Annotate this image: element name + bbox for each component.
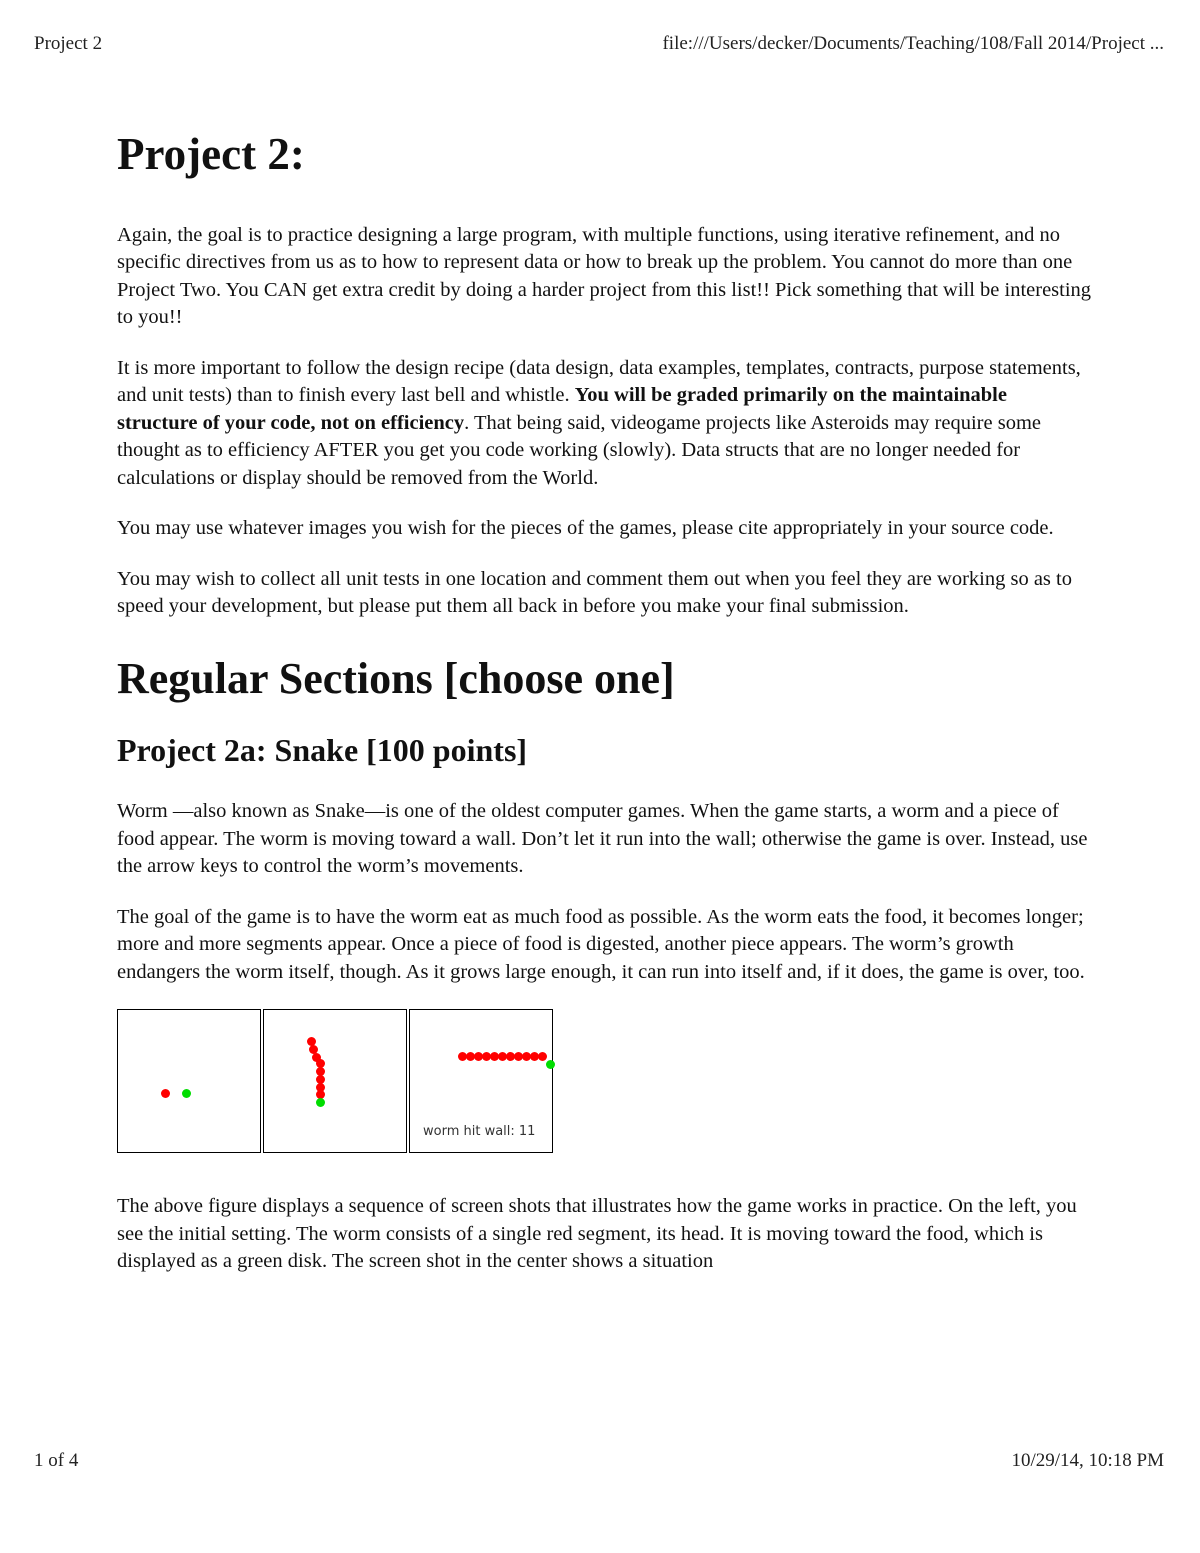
section-title: Regular Sections [choose one]: [117, 653, 675, 703]
snake-figure: [117, 1009, 1092, 1153]
food-disk: [182, 1089, 191, 1098]
food-disk: [316, 1098, 325, 1107]
document-title: Project 2:: [117, 129, 305, 179]
images-paragraph: You may use whatever images you wish for the pieces of the games, please cite appropriately in your source code.: [117, 517, 1054, 539]
food-disk: [546, 1060, 555, 1069]
game-over-message: worm hit wall: 11: [423, 1124, 536, 1140]
file-path: file:///Users/decker/Documents/Teaching/108/Fall 2014/Project ...: [662, 33, 1164, 54]
page-title: Project 2: [34, 33, 103, 54]
unit-tests-paragraph: You may wish to collect all unit tests in one location and comment them out when you feel they are working so as to speed your development, but please put them all back in before you make your final submission.: [117, 567, 1072, 617]
design-recipe-text-a: It is more important to follow the design recipe (data design, data examples, templates, contracts, purpose statements, and unit tests) than to finish every last bell and whistle.: [117, 356, 1081, 406]
document-body: [117, 130, 1092, 1299]
subsection-title: Project 2a: Snake [100 points]: [117, 731, 528, 768]
worm-segment: [538, 1052, 547, 1061]
print-datetime: 10/29/14, 10:18 PM: [1011, 1450, 1164, 1471]
page-footer: [34, 1450, 1164, 1472]
page-number: 1 of 4: [34, 1450, 79, 1471]
screenshot-initial: [117, 1009, 261, 1153]
design-recipe-text-b: . That being said, videogame projects like Asteroids may require some thought as to efficiency AFTER you get you code working (slowly). Data structs that are no longer needed for calculations or display should be removed from the World.: [117, 411, 1042, 489]
worm-intro-paragraph: Worm —also known as Snake—is one of the oldest computer games. When the game starts, a worm and a piece of food appear. The worm is moving toward a wall. Don’t let it run into the wall; otherwise the game is over. Instead, use the arrow keys to control the worm’s movements.: [117, 800, 1088, 878]
screenshot-growing: [263, 1009, 407, 1153]
figure-explanation-paragraph: The above figure displays a sequence of screen shots that illustrates how the game works in practice. On the left, you see the initial setting. The worm consists of a single red segment, its head. It is moving toward the food, which is displayed as a green disk. The screen shot in the center shows a situation: [117, 1195, 1077, 1273]
page-header: [34, 33, 1164, 55]
grading-emphasis: You will be graded primarily on the maintainable structure of your code, not on efficiency: [117, 384, 1007, 434]
design-recipe-paragraph: [117, 355, 1092, 493]
worm-goal-paragraph: The goal of the game is to have the worm eat as much food as possible. As the worm eats the food, it becomes longer; more and more segments appear. Once a piece of food is digested, another piece appears. The worm’s growth endangers the worm itself, though. As it grows large enough, it can run into itself and, if it does, the game is over, too.: [117, 905, 1085, 983]
intro-paragraph: Again, the goal is to practice designing a large program, with multiple functions, using iterative refinement, and no specific directives from us as to how to represent data or how to break up the problem. You cannot do more than one Project Two. You CAN get extra credit by doing a harder project from this list!! Pick something that will be interesting to you!!: [117, 223, 1092, 328]
worm-head: [161, 1089, 170, 1098]
screenshot-hit-wall: [409, 1009, 553, 1153]
